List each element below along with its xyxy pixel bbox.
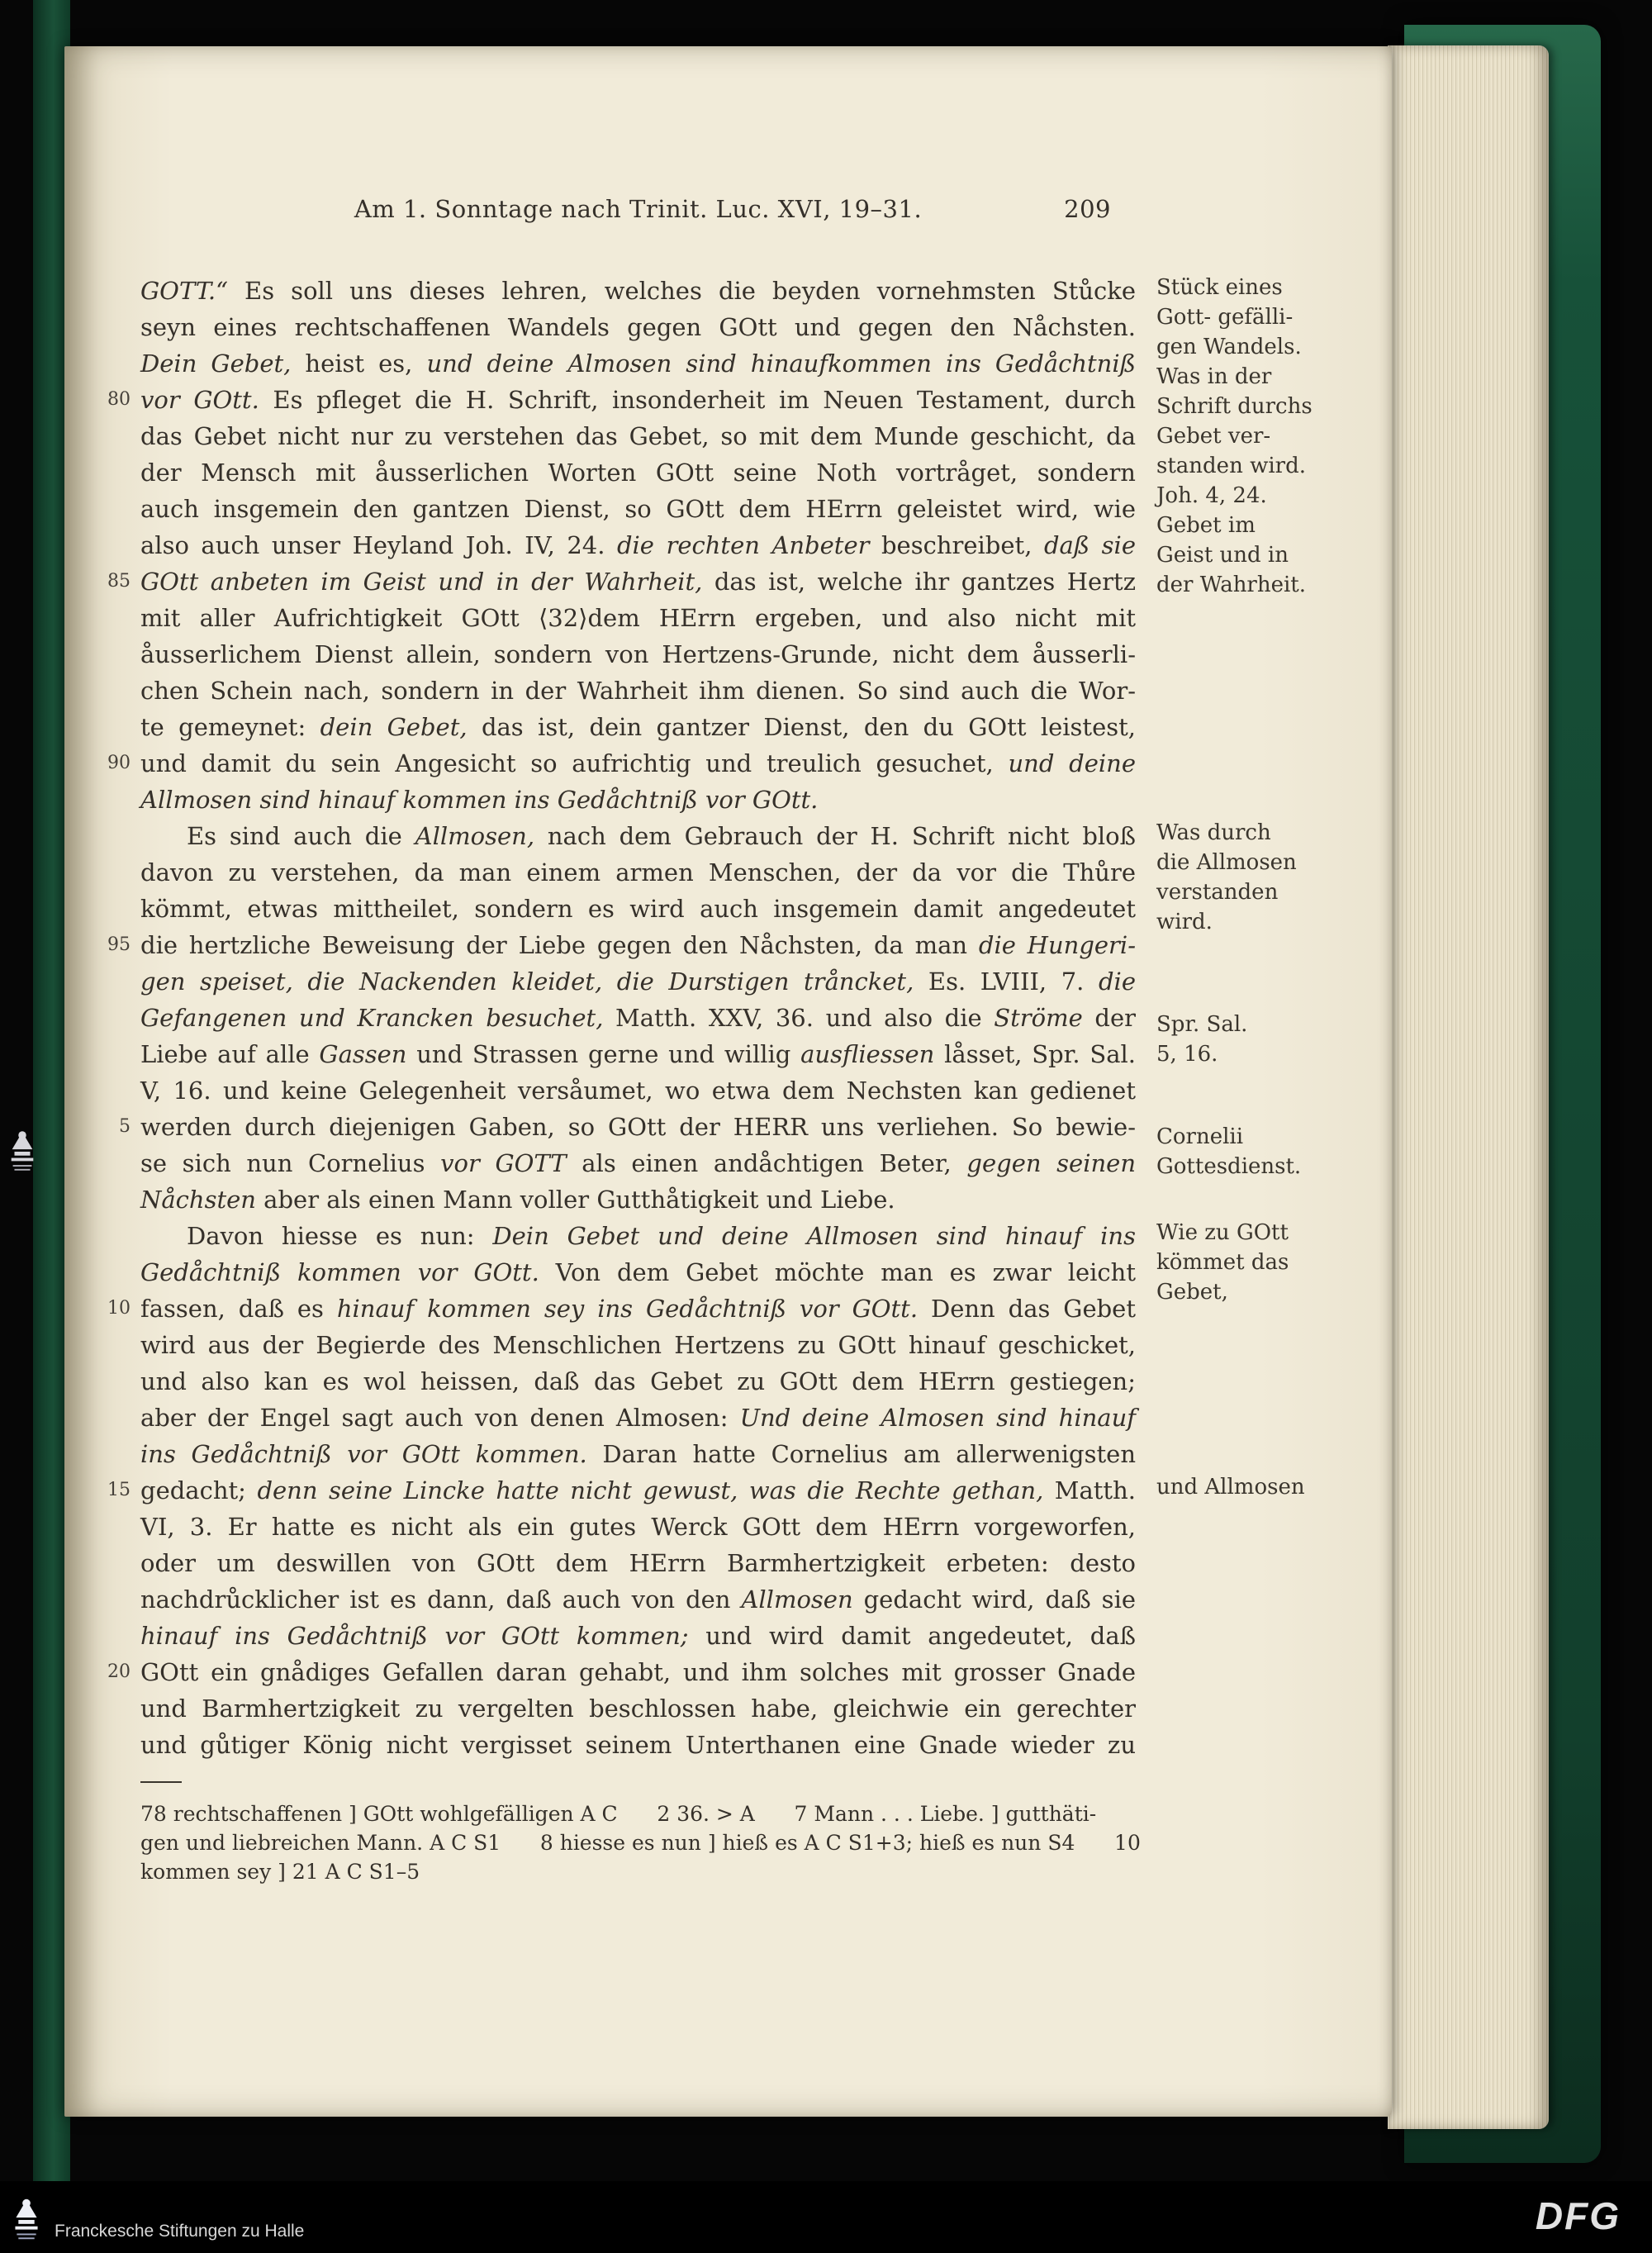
italic-run: daß sie <box>1043 531 1136 559</box>
roman-run: und gůtiger König nicht vergisset seinem Unterthanen eine Gnade wieder zu <box>140 1731 1136 1759</box>
apparatus-line: 78 rechtschaffenen ] GOtt wohlgefälligen A C 2 36. > A 7 Mann . . . Liebe. ] gutthäti- <box>140 1802 1097 1826</box>
dfg-logo: DFG <box>1535 2194 1621 2237</box>
roman-run: gedacht wird, daß sie <box>852 1585 1136 1614</box>
roman-run: die hertzliche Beweisung der Liebe gegen den Nåchsten, da man <box>140 931 979 959</box>
italic-run: dein Gebet, <box>320 713 468 741</box>
text-line <box>140 1436 1136 1472</box>
italic-run: GOTT.“ <box>140 277 228 305</box>
text-line <box>107 1654 1136 1690</box>
text-line <box>140 1218 1136 1254</box>
text-line <box>107 927 1136 963</box>
margin-note: Was durch die Allmosen verstanden wird. <box>1156 820 1297 934</box>
text-line <box>140 1509 1136 1545</box>
text-line <box>140 891 1136 927</box>
roman-run: mit aller Aufrichtigkeit GOtt ⟨32⟩dem HErrn ergeben, und also nicht mit <box>140 604 1136 632</box>
text-line <box>140 454 1136 491</box>
franckesche-stiftungen-logo-icon <box>8 2194 45 2245</box>
text-line <box>140 1727 1136 1763</box>
roman-run: Matth. XXV, 36. und also die <box>603 1004 995 1032</box>
italic-run: die Hungeri- <box>978 931 1136 959</box>
apparatus-line: kommen sey ] 21 A C S1–5 <box>140 1860 420 1884</box>
roman-run: Es sind auch die <box>187 822 415 850</box>
text-line <box>140 673 1136 709</box>
roman-run: fassen, daß es <box>140 1295 337 1323</box>
roman-run: nach dem Gebrauch der H. Schrift nicht bloß <box>534 822 1136 850</box>
margin-note: Wie zu GOtt kömmet das Gebet, <box>1156 1220 1289 1305</box>
italic-run: denn seine Lincke hatte nicht gewust, was die Rechte gethan, <box>257 1476 1044 1504</box>
italic-run: GOtt anbeten im Geist und in der Wahrheit, <box>140 568 703 596</box>
italic-run: die rechten Anbeter <box>616 531 870 559</box>
text-line <box>140 1618 1136 1654</box>
page-number: 209 <box>1064 195 1111 223</box>
text-line <box>140 1145 1136 1181</box>
roman-run: V, 16. und keine Gelegenheit versåumet, wo etwa dem Nechsten kan gedienet <box>140 1077 1136 1105</box>
roman-run: beschreibet, <box>869 531 1044 559</box>
text-line <box>107 1290 1136 1327</box>
text-line <box>140 527 1136 563</box>
italic-run: Gedåchtniß kommen vor GOtt. <box>140 1258 539 1286</box>
text-line <box>140 1363 1136 1400</box>
roman-run: als einen andåchtigen Beter, <box>566 1149 967 1177</box>
roman-run: und Strassen gerne und willig <box>406 1040 801 1068</box>
italic-run: Dein Gebet und deine Allmosen sind hinauf ins <box>492 1222 1136 1250</box>
roman-run: oder um deswillen von GOtt dem HErrn Barmhertzigkeit erbeten: desto <box>140 1549 1136 1577</box>
italic-run: und deine <box>1008 749 1136 777</box>
text-line <box>140 854 1136 891</box>
roman-run: GOtt ein gnådiges Gefallen daran gehabt, und ihm solches mit grosser Gnade <box>140 1658 1136 1686</box>
roman-run: Denn das Gebet <box>918 1295 1136 1323</box>
italic-run: ins Gedåchtniß vor GOtt kommen. <box>140 1440 587 1468</box>
line-number: 85 <box>107 571 131 592</box>
italic-run: Allmosen <box>741 1585 853 1614</box>
roman-run: heist es, <box>291 349 427 378</box>
apparatus-rule <box>140 1781 182 1783</box>
line-number: 90 <box>107 753 131 773</box>
italic-run: gen speiset, die Nackenden kleidet, die Durstigen tråncket, <box>140 967 914 996</box>
roman-run: auch insgemein den gantzen Dienst, so GOtt dem HErrn geleistet wird, wie <box>140 495 1136 523</box>
line-number: 95 <box>107 934 131 955</box>
italic-run: Gefangenen und Krancken besuchet, <box>140 1004 604 1032</box>
text-line <box>140 600 1136 636</box>
italic-run: gegen seinen <box>966 1149 1136 1177</box>
text-line <box>140 1690 1136 1727</box>
roman-run: se sich nun Cornelius <box>140 1149 441 1177</box>
running-header <box>140 195 1136 223</box>
franckesche-stiftungen-watermark-icon <box>7 1125 38 1176</box>
roman-run: Von dem Gebet möchte man es zwar leicht <box>539 1258 1136 1286</box>
margin-note: und Allmosen <box>1156 1475 1305 1500</box>
archive-label: Franckesche Stiftungen zu Halle <box>55 2222 305 2241</box>
roman-run: der <box>1082 1004 1137 1032</box>
running-title: Am 1. Sonntage nach Trinit. Luc. XVI, 19–31. <box>354 195 923 223</box>
text-line <box>140 1400 1136 1436</box>
italic-run: ausfliessen <box>800 1040 935 1068</box>
line-number: 80 <box>107 389 131 410</box>
roman-run: åusserlichem Dienst allein, sondern von Hertzens-Grunde, nicht dem åusserli- <box>140 640 1136 668</box>
footer-bar <box>0 2181 1652 2253</box>
text-line <box>140 418 1136 454</box>
margin-note: Spr. Sal. 5, 16. <box>1156 1012 1248 1067</box>
text-line <box>140 345 1136 382</box>
roman-run: das ist, welche ihr gantzes Hertz <box>702 568 1136 596</box>
text-line <box>140 1072 1136 1109</box>
roman-run: VI, 3. Er hatte es nicht als ein gutes Werck GOtt dem HErrn vorgeworfen, <box>140 1513 1136 1541</box>
italic-run: hinauf kommen sey ins Gedåchtniß vor GOtt. <box>336 1295 919 1323</box>
text-line <box>107 1472 1136 1509</box>
text-line <box>140 1581 1136 1618</box>
roman-run: seyn eines rechtschaffenen Wandels gegen GOtt und gegen den Nåchsten. <box>140 313 1136 341</box>
roman-run: chen Schein nach, sondern in der Wahrheit ihm dienen. So sind auch die Wor- <box>140 677 1136 705</box>
roman-run: kömmt, etwas mittheilet, sondern es wird auch insgemein damit angedeutet <box>140 895 1136 923</box>
roman-run: låsset, Spr. Sal. <box>934 1040 1136 1068</box>
text-line <box>140 963 1136 1000</box>
roman-run: davon zu verstehen, da man einem armen Menschen, der da vor die Thůre <box>140 858 1136 886</box>
italic-run: vor GOtt. <box>140 386 259 414</box>
text-line <box>140 309 1136 345</box>
roman-run: aber als einen Mann voller Gutthåtigkeit und Liebe. <box>255 1186 895 1214</box>
roman-run: werden durch diejenigen Gaben, so GOtt der HERR uns verliehen. So bewie- <box>140 1113 1136 1141</box>
line-number: 10 <box>107 1298 131 1319</box>
body-text <box>107 273 1137 1763</box>
line-number: 20 <box>107 1661 131 1682</box>
text-line <box>140 1036 1136 1072</box>
roman-run: das Gebet nicht nur zu verstehen das Gebet, so mit dem Munde geschicht, da <box>140 422 1136 450</box>
roman-run: und damit du sein Angesicht so aufrichtig und treulich gesuchet, <box>140 749 1009 777</box>
text-line <box>140 1000 1136 1036</box>
text-line <box>140 818 1136 854</box>
roman-run: Davon hiesse es nun: <box>187 1222 493 1250</box>
roman-run: gedacht; <box>140 1476 258 1504</box>
roman-run: Daran hatte Cornelius am allerwenigsten <box>586 1440 1137 1468</box>
italic-run: Allmosen, <box>415 822 535 850</box>
roman-run: Es pfleget die H. Schrift, insonderheit im Neuen Testament, durch <box>259 386 1136 414</box>
roman-run: wird aus der Begierde des Menschlichen Hertzens zu GOtt hinauf geschicket, <box>140 1331 1136 1359</box>
text-line <box>140 1545 1136 1581</box>
italic-run: Nåchsten <box>140 1186 256 1214</box>
line-number: 5 <box>119 1116 131 1137</box>
page-edges <box>1388 45 1549 2129</box>
text-line <box>140 1181 1136 1218</box>
roman-run: Es. LVIII, 7. <box>914 967 1099 996</box>
roman-run: Matth. <box>1043 1476 1136 1504</box>
italic-run: Und deine Almosen sind hinauf <box>739 1404 1136 1432</box>
book-page <box>64 46 1392 2117</box>
italic-run: die <box>1098 967 1136 996</box>
text-line <box>140 1254 1136 1290</box>
roman-run: das ist, dein gantzer Dienst, den du GOtt leistest, <box>467 713 1136 741</box>
margin-note: Cornelii Gottesdienst. <box>1156 1124 1302 1179</box>
roman-run: te gemeynet: <box>140 713 320 741</box>
italic-run: Allmosen sind hinauf kommen ins Gedåchtniß vor GOtt. <box>140 786 819 814</box>
line-number: 15 <box>107 1480 131 1500</box>
roman-run: und Barmhertzigkeit zu vergelten beschlossen habe, gleichwie ein gerechter <box>140 1695 1136 1723</box>
text-line <box>119 1109 1136 1145</box>
margin-note: Stück eines Gott- gefälli- gen Wandels. Was in der Schrift durchs Gebet ver- standen wird. Joh. 4, 24. Gebet im Geist und in der Wahrheit. <box>1156 275 1313 597</box>
italic-run: vor GOTT <box>440 1149 567 1177</box>
italic-run: hinauf ins Gedåchtniß vor GOtt kommen; <box>140 1622 689 1650</box>
roman-run: aber der Engel sagt auch von denen Almosen: <box>140 1404 740 1432</box>
roman-run: also auch unser Heyland Joh. IV, 24. <box>140 531 617 559</box>
roman-run: Liebe auf alle <box>140 1040 320 1068</box>
text-line <box>140 1327 1136 1363</box>
italic-run: Dein Gebet, <box>140 349 292 378</box>
italic-run: Gassen <box>319 1040 407 1068</box>
roman-run: und wird damit angedeutet, daß <box>688 1622 1136 1650</box>
roman-run: nachdrůcklicher ist es dann, daß auch von den <box>140 1585 742 1614</box>
text-line <box>140 273 1136 309</box>
text-line <box>140 636 1136 673</box>
text-line <box>140 782 1136 818</box>
footer-left <box>8 2194 304 2245</box>
apparatus-line: gen und liebreichen Mann. A C S1 8 hiesse es nun ] hieß es A C S1+3; hieß es nun S4 10 <box>140 1831 1141 1855</box>
roman-run: der Mensch mit åusserlichen Worten GOtt seine Noth vortråget, sondern <box>140 459 1136 487</box>
text-line <box>107 563 1136 600</box>
italic-run: und deine Almosen sind hinaufkommen ins Gedåchtniß <box>426 349 1136 378</box>
roman-run: und also kan es wol heissen, daß das Gebet zu GOtt dem HErrn gestiegen; <box>140 1367 1136 1395</box>
text-line <box>107 745 1136 782</box>
text-line <box>140 709 1136 745</box>
apparatus <box>140 1799 1144 1886</box>
text-line <box>140 491 1136 527</box>
roman-run: Es soll uns dieses lehren, welches die beyden vornehmsten Stůcke <box>227 277 1136 305</box>
italic-run: Ströme <box>994 1004 1083 1032</box>
text-line <box>107 382 1136 418</box>
